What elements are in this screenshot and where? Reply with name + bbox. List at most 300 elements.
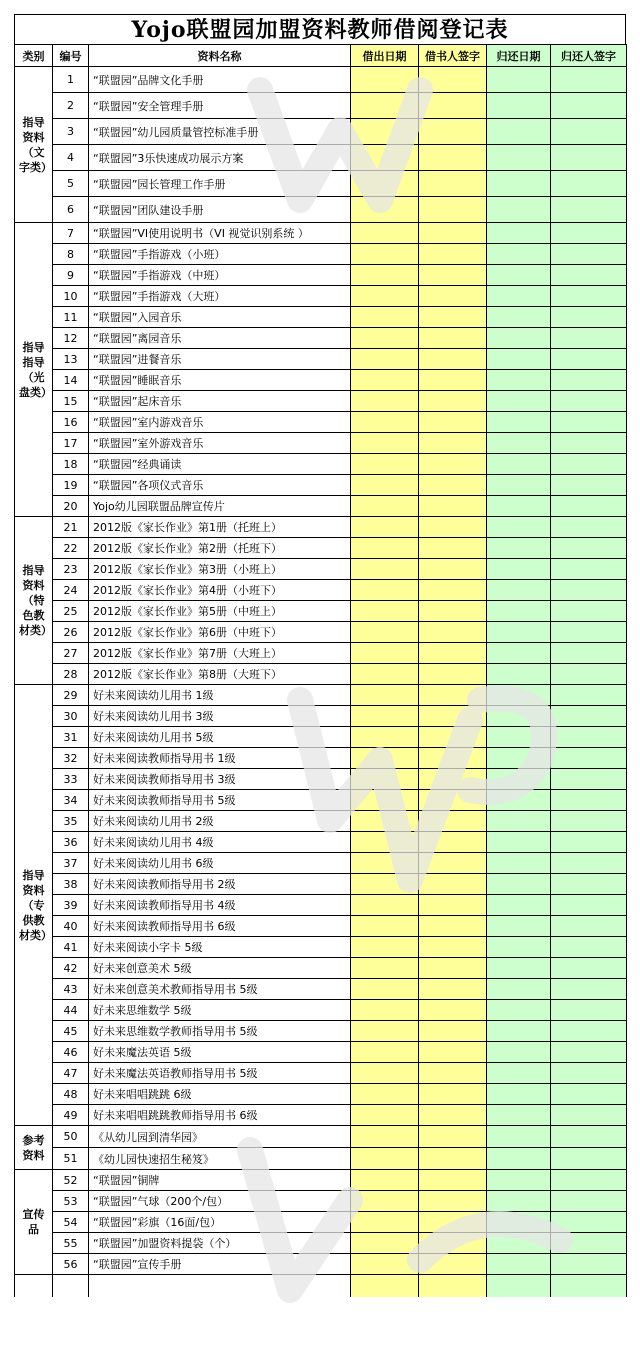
borrower-sign-cell[interactable] — [419, 517, 487, 538]
return-date-cell[interactable] — [487, 643, 551, 664]
blank-cell[interactable] — [551, 1275, 627, 1297]
borrower-sign-cell[interactable] — [419, 1191, 487, 1212]
return-date-cell[interactable] — [487, 706, 551, 727]
item-number: 56 — [53, 1254, 89, 1275]
borrower-sign-cell[interactable] — [419, 622, 487, 643]
returner-sign-cell[interactable] — [551, 223, 627, 244]
borrow-date-cell[interactable] — [351, 454, 419, 475]
item-name: 好未来唱唱跳跳 6级 — [89, 1084, 351, 1105]
returner-sign-cell[interactable] — [551, 370, 627, 391]
item-number: 14 — [53, 370, 89, 391]
borrower-sign-cell[interactable] — [419, 706, 487, 727]
borrow-date-cell[interactable] — [351, 643, 419, 664]
return-date-cell[interactable] — [487, 1254, 551, 1275]
return-date-cell[interactable] — [487, 197, 551, 223]
borrower-sign-cell[interactable] — [419, 769, 487, 790]
return-date-cell[interactable] — [487, 454, 551, 475]
returner-sign-cell[interactable] — [551, 622, 627, 643]
borrow-date-cell[interactable] — [351, 538, 419, 559]
return-date-cell[interactable] — [487, 622, 551, 643]
return-date-cell[interactable] — [487, 748, 551, 769]
borrow-date-cell[interactable] — [351, 349, 419, 370]
item-name: “联盟园”进餐音乐 — [89, 349, 351, 370]
returner-sign-cell[interactable] — [551, 979, 627, 1000]
return-date-cell[interactable] — [487, 958, 551, 979]
borrower-sign-cell[interactable] — [419, 244, 487, 265]
borrow-date-cell[interactable] — [351, 171, 419, 197]
returner-sign-cell[interactable] — [551, 171, 627, 197]
table-row — [15, 643, 627, 664]
return-date-cell[interactable] — [487, 433, 551, 454]
borrower-sign-cell[interactable] — [419, 895, 487, 916]
borrow-date-cell[interactable] — [351, 1000, 419, 1021]
table-row — [15, 496, 627, 517]
return-date-cell[interactable] — [487, 349, 551, 370]
borrower-sign-cell[interactable] — [419, 307, 487, 328]
item-number: 55 — [53, 1233, 89, 1254]
borrow-date-cell[interactable] — [351, 622, 419, 643]
borrower-sign-cell[interactable] — [419, 1148, 487, 1170]
borrow-date-cell[interactable] — [351, 769, 419, 790]
borrower-sign-cell[interactable] — [419, 391, 487, 412]
item-number: 32 — [53, 748, 89, 769]
borrower-sign-cell[interactable] — [419, 958, 487, 979]
returner-sign-cell[interactable] — [551, 412, 627, 433]
returner-sign-cell[interactable] — [551, 265, 627, 286]
return-date-cell[interactable] — [487, 1191, 551, 1212]
borrower-sign-cell[interactable] — [419, 811, 487, 832]
return-date-cell[interactable] — [487, 1148, 551, 1170]
borrower-sign-cell[interactable] — [419, 664, 487, 685]
borrower-sign-cell[interactable] — [419, 223, 487, 244]
borrow-date-cell[interactable] — [351, 145, 419, 171]
returner-sign-cell[interactable] — [551, 853, 627, 874]
return-date-cell[interactable] — [487, 1063, 551, 1084]
borrower-sign-cell[interactable] — [419, 559, 487, 580]
return-date-cell[interactable] — [487, 517, 551, 538]
item-name: 2012版《家长作业》第6册（中班下） — [89, 622, 351, 643]
borrow-date-cell[interactable] — [351, 1126, 419, 1148]
borrow-date-cell[interactable] — [351, 244, 419, 265]
borrower-sign-cell[interactable] — [419, 1084, 487, 1105]
item-name: 好未来唱唱跳跳教师指导用书 6级 — [89, 1105, 351, 1126]
returner-sign-cell[interactable] — [551, 454, 627, 475]
borrow-date-cell[interactable] — [351, 748, 419, 769]
borrower-sign-cell[interactable] — [419, 145, 487, 171]
table-row — [15, 916, 627, 937]
borrow-date-cell[interactable] — [351, 832, 419, 853]
item-number: 4 — [53, 145, 89, 171]
returner-sign-cell[interactable] — [551, 580, 627, 601]
item-number: 8 — [53, 244, 89, 265]
borrow-date-cell[interactable] — [351, 916, 419, 937]
returner-sign-cell[interactable] — [551, 811, 627, 832]
return-date-cell[interactable] — [487, 601, 551, 622]
item-number: 7 — [53, 223, 89, 244]
borrow-date-cell[interactable] — [351, 412, 419, 433]
borrower-sign-cell[interactable] — [419, 580, 487, 601]
item-number: 15 — [53, 391, 89, 412]
borrow-date-cell[interactable] — [351, 328, 419, 349]
borrow-date-cell[interactable] — [351, 433, 419, 454]
returner-sign-cell[interactable] — [551, 685, 627, 706]
returner-sign-cell[interactable] — [551, 1170, 627, 1191]
borrow-date-cell[interactable] — [351, 1170, 419, 1191]
return-date-cell[interactable] — [487, 93, 551, 119]
return-date-cell[interactable] — [487, 1000, 551, 1021]
category-cell: 指导指导（光盘类） — [15, 223, 53, 517]
item-number: 9 — [53, 265, 89, 286]
borrow-date-cell[interactable] — [351, 790, 419, 811]
returner-sign-cell[interactable] — [551, 391, 627, 412]
table-row — [15, 454, 627, 475]
borrow-date-cell[interactable] — [351, 1063, 419, 1084]
item-number: 10 — [53, 286, 89, 307]
return-date-cell[interactable] — [487, 1233, 551, 1254]
borrow-date-cell[interactable] — [351, 223, 419, 244]
returner-sign-cell[interactable] — [551, 1063, 627, 1084]
blank-cell[interactable] — [351, 1275, 419, 1297]
borrower-sign-cell[interactable] — [419, 1233, 487, 1254]
table-row — [15, 145, 627, 171]
return-date-cell[interactable] — [487, 1170, 551, 1191]
item-number: 17 — [53, 433, 89, 454]
borrow-date-cell[interactable] — [351, 286, 419, 307]
borrower-sign-cell[interactable] — [419, 1126, 487, 1148]
borrower-sign-cell[interactable] — [419, 538, 487, 559]
table-row — [15, 244, 627, 265]
borrower-sign-cell[interactable] — [419, 433, 487, 454]
borrower-sign-cell[interactable] — [419, 1063, 487, 1084]
returner-sign-cell[interactable] — [551, 1126, 627, 1148]
item-number: 52 — [53, 1170, 89, 1191]
return-date-cell[interactable] — [487, 286, 551, 307]
borrow-date-cell[interactable] — [351, 706, 419, 727]
returner-sign-cell[interactable] — [551, 197, 627, 223]
returner-sign-cell[interactable] — [551, 145, 627, 171]
table-row — [15, 853, 627, 874]
borrow-date-cell[interactable] — [351, 197, 419, 223]
borrow-date-cell[interactable] — [351, 979, 419, 1000]
borrow-date-cell[interactable] — [351, 496, 419, 517]
blank-cell — [89, 1275, 351, 1297]
returner-sign-cell[interactable] — [551, 790, 627, 811]
item-name: 2012版《家长作业》第4册（小班下） — [89, 580, 351, 601]
borrow-date-cell[interactable] — [351, 67, 419, 93]
returner-sign-cell[interactable] — [551, 916, 627, 937]
returner-sign-cell[interactable] — [551, 748, 627, 769]
return-date-cell[interactable] — [487, 874, 551, 895]
borrower-sign-cell[interactable] — [419, 1042, 487, 1063]
return-date-cell[interactable] — [487, 937, 551, 958]
return-date-cell[interactable] — [487, 1021, 551, 1042]
item-name: “联盟园”安全管理手册 — [89, 93, 351, 119]
return-date-cell[interactable] — [487, 496, 551, 517]
returner-sign-cell[interactable] — [551, 1084, 627, 1105]
item-name: 好未来阅读幼儿用书 6级 — [89, 853, 351, 874]
table-row — [15, 874, 627, 895]
blank-cell[interactable] — [487, 1275, 551, 1297]
borrower-sign-cell[interactable] — [419, 916, 487, 937]
borrow-date-cell[interactable] — [351, 475, 419, 496]
borrower-sign-cell[interactable] — [419, 412, 487, 433]
borrower-sign-cell[interactable] — [419, 1021, 487, 1042]
item-name: “联盟园”手指游戏（中班） — [89, 265, 351, 286]
item-number: 29 — [53, 685, 89, 706]
borrow-date-cell[interactable] — [351, 1254, 419, 1275]
returner-sign-cell[interactable] — [551, 328, 627, 349]
returner-sign-cell[interactable] — [551, 67, 627, 93]
returner-sign-cell[interactable] — [551, 1021, 627, 1042]
returner-sign-cell[interactable] — [551, 769, 627, 790]
borrow-date-cell[interactable] — [351, 601, 419, 622]
item-name: “联盟园”各项仪式音乐 — [89, 475, 351, 496]
item-number: 33 — [53, 769, 89, 790]
item-name: 好未来阅读幼儿用书 4级 — [89, 832, 351, 853]
returner-sign-cell[interactable] — [551, 538, 627, 559]
borrow-date-cell[interactable] — [351, 1148, 419, 1170]
borrow-date-cell[interactable] — [351, 1212, 419, 1233]
table-row — [15, 895, 627, 916]
borrow-date-cell[interactable] — [351, 119, 419, 145]
returner-sign-cell[interactable] — [551, 601, 627, 622]
returner-sign-cell[interactable] — [551, 874, 627, 895]
borrow-date-cell[interactable] — [351, 1191, 419, 1212]
borrow-date-cell[interactable] — [351, 391, 419, 412]
return-date-cell[interactable] — [487, 244, 551, 265]
borrow-date-cell[interactable] — [351, 93, 419, 119]
return-date-cell[interactable] — [487, 1084, 551, 1105]
borrow-date-cell[interactable] — [351, 874, 419, 895]
borrow-date-cell[interactable] — [351, 727, 419, 748]
return-date-cell[interactable] — [487, 67, 551, 93]
header-borrower-sign: 借书人签字 — [419, 45, 487, 67]
borrow-date-cell[interactable] — [351, 1084, 419, 1105]
borrower-sign-cell[interactable] — [419, 727, 487, 748]
borrower-sign-cell[interactable] — [419, 197, 487, 223]
return-date-cell[interactable] — [487, 811, 551, 832]
borrower-sign-cell[interactable] — [419, 1170, 487, 1191]
borrower-sign-cell[interactable] — [419, 874, 487, 895]
borrower-sign-cell[interactable] — [419, 643, 487, 664]
borrow-date-cell[interactable] — [351, 580, 419, 601]
item-number: 3 — [53, 119, 89, 145]
table-row — [15, 538, 627, 559]
table-row — [15, 475, 627, 496]
returner-sign-cell[interactable] — [551, 1191, 627, 1212]
borrower-sign-cell[interactable] — [419, 328, 487, 349]
returner-sign-cell[interactable] — [551, 93, 627, 119]
borrower-sign-cell[interactable] — [419, 1254, 487, 1275]
borrower-sign-cell[interactable] — [419, 265, 487, 286]
return-date-cell[interactable] — [487, 171, 551, 197]
return-date-cell[interactable] — [487, 412, 551, 433]
borrow-date-cell[interactable] — [351, 265, 419, 286]
borrower-sign-cell[interactable] — [419, 1212, 487, 1233]
item-number: 16 — [53, 412, 89, 433]
return-date-cell[interactable] — [487, 307, 551, 328]
item-number: 12 — [53, 328, 89, 349]
borrower-sign-cell[interactable] — [419, 349, 487, 370]
return-date-cell[interactable] — [487, 895, 551, 916]
table-row — [15, 265, 627, 286]
return-date-cell[interactable] — [487, 580, 551, 601]
borrower-sign-cell[interactable] — [419, 1000, 487, 1021]
item-name: 好未来阅读小字卡 5级 — [89, 937, 351, 958]
borrower-sign-cell[interactable] — [419, 171, 487, 197]
borrower-sign-cell[interactable] — [419, 454, 487, 475]
borrow-date-cell[interactable] — [351, 559, 419, 580]
return-date-cell[interactable] — [487, 265, 551, 286]
return-date-cell[interactable] — [487, 391, 551, 412]
return-date-cell[interactable] — [487, 370, 551, 391]
borrow-date-cell[interactable] — [351, 1105, 419, 1126]
returner-sign-cell[interactable] — [551, 1212, 627, 1233]
borrower-sign-cell[interactable] — [419, 685, 487, 706]
borrow-date-cell[interactable] — [351, 937, 419, 958]
returner-sign-cell[interactable] — [551, 307, 627, 328]
borrow-date-cell[interactable] — [351, 1233, 419, 1254]
return-date-cell[interactable] — [487, 538, 551, 559]
borrow-date-cell[interactable] — [351, 1021, 419, 1042]
return-date-cell[interactable] — [487, 1212, 551, 1233]
borrower-sign-cell[interactable] — [419, 832, 487, 853]
item-name: “联盟园”入园音乐 — [89, 307, 351, 328]
item-number: 11 — [53, 307, 89, 328]
returner-sign-cell[interactable] — [551, 559, 627, 580]
returner-sign-cell[interactable] — [551, 119, 627, 145]
borrower-sign-cell[interactable] — [419, 286, 487, 307]
returner-sign-cell[interactable] — [551, 517, 627, 538]
return-date-cell[interactable] — [487, 769, 551, 790]
borrower-sign-cell[interactable] — [419, 67, 487, 93]
return-date-cell[interactable] — [487, 790, 551, 811]
returner-sign-cell[interactable] — [551, 727, 627, 748]
returner-sign-cell[interactable] — [551, 895, 627, 916]
borrower-sign-cell[interactable] — [419, 979, 487, 1000]
return-date-cell[interactable] — [487, 119, 551, 145]
returner-sign-cell[interactable] — [551, 496, 627, 517]
borrower-sign-cell[interactable] — [419, 853, 487, 874]
return-date-cell[interactable] — [487, 1042, 551, 1063]
returner-sign-cell[interactable] — [551, 937, 627, 958]
return-date-cell[interactable] — [487, 328, 551, 349]
item-name: “联盟园”室内游戏音乐 — [89, 412, 351, 433]
item-name: “联盟园”团队建设手册 — [89, 197, 351, 223]
return-date-cell[interactable] — [487, 1105, 551, 1126]
table-row — [15, 517, 627, 538]
blank-cell — [53, 1275, 89, 1297]
blank-cell — [15, 1275, 53, 1297]
item-number: 44 — [53, 1000, 89, 1021]
return-date-cell[interactable] — [487, 223, 551, 244]
returner-sign-cell[interactable] — [551, 664, 627, 685]
borrower-sign-cell[interactable] — [419, 1105, 487, 1126]
return-date-cell[interactable] — [487, 475, 551, 496]
item-name: 好未来阅读教师指导用书 3级 — [89, 769, 351, 790]
return-date-cell[interactable] — [487, 1126, 551, 1148]
table-row — [15, 727, 627, 748]
return-date-cell[interactable] — [487, 559, 551, 580]
table-row — [15, 197, 627, 223]
table-row — [15, 601, 627, 622]
borrow-date-cell[interactable] — [351, 811, 419, 832]
borrower-sign-cell[interactable] — [419, 790, 487, 811]
borrow-date-cell[interactable] — [351, 664, 419, 685]
borrow-date-cell[interactable] — [351, 853, 419, 874]
return-date-cell[interactable] — [487, 685, 551, 706]
table-body — [15, 67, 627, 1297]
borrower-sign-cell[interactable] — [419, 601, 487, 622]
borrow-date-cell[interactable] — [351, 517, 419, 538]
returner-sign-cell[interactable] — [551, 1254, 627, 1275]
returner-sign-cell[interactable] — [551, 475, 627, 496]
borrower-sign-cell[interactable] — [419, 748, 487, 769]
borrower-sign-cell[interactable] — [419, 937, 487, 958]
borrower-sign-cell[interactable] — [419, 496, 487, 517]
item-name: 好未来创意美术 5级 — [89, 958, 351, 979]
borrow-date-cell[interactable] — [351, 307, 419, 328]
item-number: 27 — [53, 643, 89, 664]
returner-sign-cell[interactable] — [551, 1105, 627, 1126]
item-number: 46 — [53, 1042, 89, 1063]
borrow-date-cell[interactable] — [351, 1042, 419, 1063]
item-name: “联盟园”手指游戏（小班） — [89, 244, 351, 265]
return-date-cell[interactable] — [487, 853, 551, 874]
borrower-sign-cell[interactable] — [419, 475, 487, 496]
item-name: Yojo幼儿园联盟品牌宣传片 — [89, 496, 351, 517]
borrow-date-cell[interactable] — [351, 685, 419, 706]
returner-sign-cell[interactable] — [551, 832, 627, 853]
item-number: 20 — [53, 496, 89, 517]
item-name: “联盟园”室外游戏音乐 — [89, 433, 351, 454]
borrower-sign-cell[interactable] — [419, 119, 487, 145]
blank-cell[interactable] — [419, 1275, 487, 1297]
returner-sign-cell[interactable] — [551, 1148, 627, 1170]
item-name: “联盟园”经典诵读 — [89, 454, 351, 475]
borrow-register-table — [14, 44, 627, 1297]
returner-sign-cell[interactable] — [551, 958, 627, 979]
returner-sign-cell[interactable] — [551, 286, 627, 307]
return-date-cell[interactable] — [487, 664, 551, 685]
returner-sign-cell[interactable] — [551, 643, 627, 664]
return-date-cell[interactable] — [487, 145, 551, 171]
table-row — [15, 412, 627, 433]
table-row — [15, 748, 627, 769]
item-number: 6 — [53, 197, 89, 223]
return-date-cell[interactable] — [487, 727, 551, 748]
returner-sign-cell[interactable] — [551, 433, 627, 454]
returner-sign-cell[interactable] — [551, 244, 627, 265]
returner-sign-cell[interactable] — [551, 349, 627, 370]
returner-sign-cell[interactable] — [551, 1042, 627, 1063]
table-row — [15, 769, 627, 790]
return-date-cell[interactable] — [487, 979, 551, 1000]
returner-sign-cell[interactable] — [551, 1233, 627, 1254]
borrower-sign-cell[interactable] — [419, 93, 487, 119]
borrow-date-cell[interactable] — [351, 958, 419, 979]
returner-sign-cell[interactable] — [551, 706, 627, 727]
return-date-cell[interactable] — [487, 832, 551, 853]
category-cell: 参考资料 — [15, 1126, 53, 1170]
return-date-cell[interactable] — [487, 916, 551, 937]
borrow-date-cell[interactable] — [351, 895, 419, 916]
borrower-sign-cell[interactable] — [419, 370, 487, 391]
borrow-date-cell[interactable] — [351, 370, 419, 391]
returner-sign-cell[interactable] — [551, 1000, 627, 1021]
item-number: 41 — [53, 937, 89, 958]
category-cell: 指导资料（文字类） — [15, 67, 53, 223]
